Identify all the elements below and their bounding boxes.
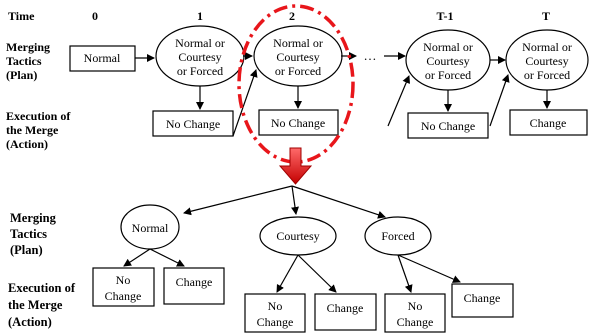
time-step-t-minus-1: T-1 — [436, 9, 454, 23]
svg-text:No Change: No Change — [165, 117, 221, 131]
plan-label-top — [6, 40, 50, 82]
svg-text:or Forced: or Forced — [523, 68, 571, 82]
svg-text:Execution of: Execution of — [6, 109, 71, 123]
action-box-forced-change — [452, 284, 513, 317]
svg-text:Change: Change — [529, 116, 567, 130]
action-box-t2 — [259, 110, 338, 135]
time-step-1: 1 — [197, 9, 203, 23]
action-box-t-minus-1 — [408, 113, 488, 138]
svg-text:Courtesy: Courtesy — [426, 54, 470, 68]
action-box-normal-no-change — [93, 268, 154, 306]
svg-text:Normal or: Normal or — [423, 40, 473, 54]
time-step-2: 2 — [289, 9, 295, 23]
svg-text:No Change: No Change — [270, 116, 326, 130]
plan-ellipse-t1 — [156, 26, 244, 86]
svg-text:Courtesy: Courtesy — [525, 54, 569, 68]
action-label-bottom — [8, 281, 76, 329]
plan-label-bottom — [10, 211, 57, 257]
plan-ellipse-courtesy — [260, 217, 336, 255]
svg-text:or Forced: or Forced — [274, 64, 322, 78]
svg-text:Change: Change — [396, 315, 434, 329]
plan-ellipse-t-minus-1 — [406, 30, 490, 90]
action-box-courtesy-change — [315, 294, 376, 330]
svg-text:Courtesy: Courtesy — [276, 50, 320, 64]
svg-text:Change: Change — [104, 289, 142, 303]
svg-text:or Forced: or Forced — [424, 68, 472, 82]
svg-text:Normal: Normal — [131, 221, 169, 235]
plan-ellipse-t2 — [254, 26, 342, 86]
svg-text:Change: Change — [175, 275, 213, 289]
action-box-courtesy-no-change — [245, 294, 305, 332]
svg-text:Normal or: Normal or — [273, 36, 323, 50]
action-box-t — [510, 110, 587, 135]
svg-text:or Forced: or Forced — [176, 64, 224, 78]
initial-state-label: Normal — [83, 51, 121, 65]
svg-text:Merging: Merging — [10, 211, 56, 225]
time-step-t: T — [541, 9, 551, 23]
expand-down-arrow — [280, 148, 311, 184]
svg-text:Change: Change — [326, 301, 364, 315]
time-label: Time — [8, 9, 35, 23]
action-box-forced-no-change — [385, 294, 445, 332]
svg-text:Execution of: Execution of — [8, 281, 76, 295]
action-box-normal-change — [164, 268, 224, 304]
svg-text:Change: Change — [463, 291, 501, 305]
svg-text:(Action): (Action) — [8, 315, 52, 329]
svg-text:Courtesy: Courtesy — [276, 229, 320, 243]
svg-text:Courtesy: Courtesy — [178, 50, 222, 64]
svg-text:Normal or: Normal or — [522, 40, 572, 54]
svg-text:the Merge: the Merge — [8, 298, 63, 312]
svg-text:Merging: Merging — [6, 40, 50, 54]
plan-ellipse-forced — [365, 217, 431, 255]
svg-text:Change: Change — [256, 315, 294, 329]
svg-text:No: No — [115, 273, 131, 287]
svg-text:(Plan): (Plan) — [10, 243, 43, 257]
svg-text:the Merge: the Merge — [6, 123, 59, 137]
plan-ellipse-t — [506, 30, 588, 90]
svg-text:Forced: Forced — [381, 229, 415, 243]
svg-text:Tactics: Tactics — [6, 54, 42, 68]
svg-text:(Action): (Action) — [6, 137, 48, 151]
svg-text:No Change: No Change — [420, 119, 476, 133]
plan-ellipse-normal — [121, 205, 179, 249]
action-box-t1 — [153, 111, 233, 136]
time-step-0: 0 — [92, 9, 98, 23]
svg-text:(Plan): (Plan) — [6, 68, 38, 82]
svg-text:Normal or: Normal or — [175, 36, 225, 50]
ellipsis: … — [363, 48, 377, 63]
svg-text:No: No — [267, 299, 283, 313]
svg-text:Tactics: Tactics — [10, 227, 48, 241]
svg-text:No: No — [407, 299, 423, 313]
action-label-top — [6, 109, 71, 151]
